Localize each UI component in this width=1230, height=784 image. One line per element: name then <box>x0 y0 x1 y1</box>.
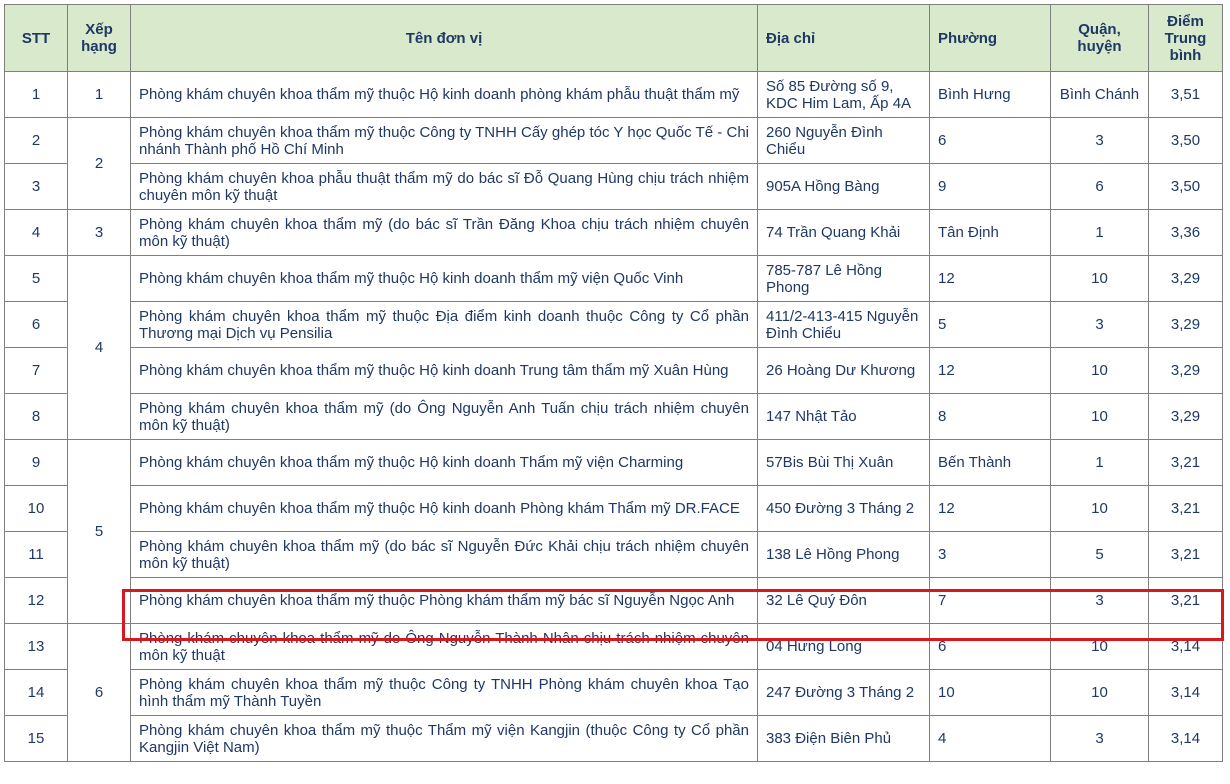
cell-name: Phòng khám chuyên khoa thẩm mỹ thuộc Thẩm mỹ viện Kangjin (thuộc Công ty Cổ phần Kangjin Việt Nam) <box>131 716 758 762</box>
cell-ward: 7 <box>930 578 1051 624</box>
cell-name: Phòng khám chuyên khoa thẩm mỹ thuộc Công ty TNHH Phòng khám chuyên khoa Tạo hình thẩm mỹ Thành Tuyền <box>131 670 758 716</box>
header-address: Địa chỉ <box>758 5 930 72</box>
cell-stt: 3 <box>5 164 68 210</box>
cell-stt: 2 <box>5 118 68 164</box>
header-district: Quận, huyện <box>1051 5 1149 72</box>
table-row <box>5 532 1223 578</box>
cell-ward: 6 <box>930 118 1051 164</box>
cell-district: 3 <box>1051 716 1149 762</box>
cell-ward: 3 <box>930 532 1051 578</box>
cell-stt: 8 <box>5 394 68 440</box>
header-name: Tên đơn vị <box>131 5 758 72</box>
cell-district: 10 <box>1051 348 1149 394</box>
cell-ward: 4 <box>930 716 1051 762</box>
cell-address: 785-787 Lê Hồng Phong <box>758 256 930 302</box>
cell-rank: 4 <box>68 256 131 440</box>
ranking-table-container <box>4 4 1223 762</box>
cell-name: Phòng khám chuyên khoa thẩm mỹ thuộc Hộ kinh doanh Phòng khám Thẩm mỹ DR.FACE <box>131 486 758 532</box>
cell-score: 3,14 <box>1149 624 1223 670</box>
cell-score: 3,50 <box>1149 118 1223 164</box>
cell-score: 3,36 <box>1149 210 1223 256</box>
cell-stt: 14 <box>5 670 68 716</box>
cell-name: Phòng khám chuyên khoa thẩm mỹ do Ông Nguyễn Thành Nhân chịu trách nhiệm chuyên môn kỹ thuật <box>131 624 758 670</box>
cell-name: Phòng khám chuyên khoa thẩm mỹ thuộc Phòng khám thẩm mỹ bác sĩ Nguyễn Ngọc Anh <box>131 578 758 624</box>
cell-name: Phòng khám chuyên khoa thẩm mỹ thuộc Địa điểm kinh doanh thuộc Công ty Cổ phần Thương mại Dịch vụ Pensilia <box>131 302 758 348</box>
cell-address: 138 Lê Hồng Phong <box>758 532 930 578</box>
cell-district: 10 <box>1051 624 1149 670</box>
cell-stt: 10 <box>5 486 68 532</box>
cell-address: 383 Điện Biên Phủ <box>758 716 930 762</box>
cell-rank: 3 <box>68 210 131 256</box>
table-row <box>5 348 1223 394</box>
table-body <box>5 72 1223 762</box>
table-row <box>5 256 1223 302</box>
cell-ward: 12 <box>930 348 1051 394</box>
cell-name: Phòng khám chuyên khoa thẩm mỹ thuộc Hộ kinh doanh phòng khám phẫu thuật thẩm mỹ <box>131 72 758 118</box>
header-rank: Xếp hạng <box>68 5 131 72</box>
table-row <box>5 716 1223 762</box>
cell-district: 10 <box>1051 394 1149 440</box>
cell-stt: 15 <box>5 716 68 762</box>
cell-score: 3,14 <box>1149 670 1223 716</box>
header-ward: Phường <box>930 5 1051 72</box>
cell-name: Phòng khám chuyên khoa thẩm mỹ thuộc Hộ kinh doanh Thẩm mỹ viện Charming <box>131 440 758 486</box>
cell-address: 32 Lê Quý Đôn <box>758 578 930 624</box>
cell-score: 3,50 <box>1149 164 1223 210</box>
table-row <box>5 72 1223 118</box>
cell-name: Phòng khám chuyên khoa thẩm mỹ thuộc Công ty TNHH Cấy ghép tóc Y học Quốc Tế - Chi nhánh Thành phố Hồ Chí Minh <box>131 118 758 164</box>
header-stt: STT <box>5 5 68 72</box>
cell-address: 57Bis Bùi Thị Xuân <box>758 440 930 486</box>
cell-address: 905A Hồng Bàng <box>758 164 930 210</box>
table-header-row <box>5 5 1223 72</box>
cell-address: 450 Đường 3 Tháng 2 <box>758 486 930 532</box>
cell-address: 74 Trần Quang Khải <box>758 210 930 256</box>
cell-ward: 8 <box>930 394 1051 440</box>
cell-rank: 6 <box>68 624 131 762</box>
cell-ward: Tân Định <box>930 210 1051 256</box>
cell-district: 3 <box>1051 302 1149 348</box>
cell-ward: 12 <box>930 486 1051 532</box>
cell-district: 6 <box>1051 164 1149 210</box>
table-row <box>5 394 1223 440</box>
cell-score: 3,14 <box>1149 716 1223 762</box>
cell-ward: 10 <box>930 670 1051 716</box>
cell-stt: 9 <box>5 440 68 486</box>
cell-stt: 13 <box>5 624 68 670</box>
cell-name: Phòng khám chuyên khoa thẩm mỹ (do bác sĩ Nguyễn Đức Khải chịu trách nhiệm chuyên môn kỹ thuật) <box>131 532 758 578</box>
cell-stt: 7 <box>5 348 68 394</box>
cell-stt: 12 <box>5 578 68 624</box>
cell-district: 10 <box>1051 256 1149 302</box>
cell-stt: 6 <box>5 302 68 348</box>
cell-district: 1 <box>1051 440 1149 486</box>
cell-score: 3,29 <box>1149 348 1223 394</box>
header-score: Điểm Trung bình <box>1149 5 1223 72</box>
cell-district: 10 <box>1051 670 1149 716</box>
cell-score: 3,29 <box>1149 302 1223 348</box>
cell-address: 26 Hoàng Dư Khương <box>758 348 930 394</box>
cell-score: 3,21 <box>1149 532 1223 578</box>
cell-score: 3,51 <box>1149 72 1223 118</box>
cell-district: 1 <box>1051 210 1149 256</box>
cell-ward: 6 <box>930 624 1051 670</box>
table-row <box>5 302 1223 348</box>
cell-district: 3 <box>1051 578 1149 624</box>
cell-district: 3 <box>1051 118 1149 164</box>
cell-address: Số 85 Đường số 9, KDC Him Lam, Ấp 4A <box>758 72 930 118</box>
table-row <box>5 578 1223 624</box>
cell-district: 5 <box>1051 532 1149 578</box>
table-row <box>5 670 1223 716</box>
cell-name: Phòng khám chuyên khoa thẩm mỹ (do bác sĩ Trần Đăng Khoa chịu trách nhiệm chuyên môn kỹ thuật) <box>131 210 758 256</box>
table-row <box>5 624 1223 670</box>
cell-rank: 1 <box>68 72 131 118</box>
cell-stt: 4 <box>5 210 68 256</box>
cell-stt: 1 <box>5 72 68 118</box>
cell-score: 3,21 <box>1149 486 1223 532</box>
cell-address: 411/2-413-415 Nguyễn Đình Chiểu <box>758 302 930 348</box>
cell-ward: 12 <box>930 256 1051 302</box>
table-row <box>5 440 1223 486</box>
cell-name: Phòng khám chuyên khoa phẫu thuật thẩm mỹ do bác sĩ Đỗ Quang Hùng chịu trách nhiệm chuyên môn kỹ thuật <box>131 164 758 210</box>
cell-district: Bình Chánh <box>1051 72 1149 118</box>
cell-stt: 5 <box>5 256 68 302</box>
cell-ward: Bến Thành <box>930 440 1051 486</box>
cell-ward: 9 <box>930 164 1051 210</box>
cell-ward: Bình Hưng <box>930 72 1051 118</box>
cell-score: 3,21 <box>1149 440 1223 486</box>
cell-score: 3,29 <box>1149 256 1223 302</box>
table-row <box>5 164 1223 210</box>
cell-rank: 2 <box>68 118 131 210</box>
cell-ward: 5 <box>930 302 1051 348</box>
cell-stt: 11 <box>5 532 68 578</box>
cell-score: 3,21 <box>1149 578 1223 624</box>
cell-address: 260 Nguyễn Đình Chiểu <box>758 118 930 164</box>
table-row <box>5 210 1223 256</box>
cell-name: Phòng khám chuyên khoa thẩm mỹ (do Ông Nguyễn Anh Tuấn chịu trách nhiệm chuyên môn kỹ thuật) <box>131 394 758 440</box>
cell-address: 04 Hưng Long <box>758 624 930 670</box>
cell-name: Phòng khám chuyên khoa thẩm mỹ thuộc Hộ kinh doanh Trung tâm thẩm mỹ Xuân Hùng <box>131 348 758 394</box>
table-row <box>5 486 1223 532</box>
ranking-table <box>4 4 1223 762</box>
cell-district: 10 <box>1051 486 1149 532</box>
cell-address: 147 Nhật Tảo <box>758 394 930 440</box>
cell-rank: 5 <box>68 440 131 624</box>
cell-address: 247 Đường 3 Tháng 2 <box>758 670 930 716</box>
cell-score: 3,29 <box>1149 394 1223 440</box>
cell-name: Phòng khám chuyên khoa thẩm mỹ thuộc Hộ kinh doanh thẩm mỹ viện Quốc Vinh <box>131 256 758 302</box>
table-row <box>5 118 1223 164</box>
